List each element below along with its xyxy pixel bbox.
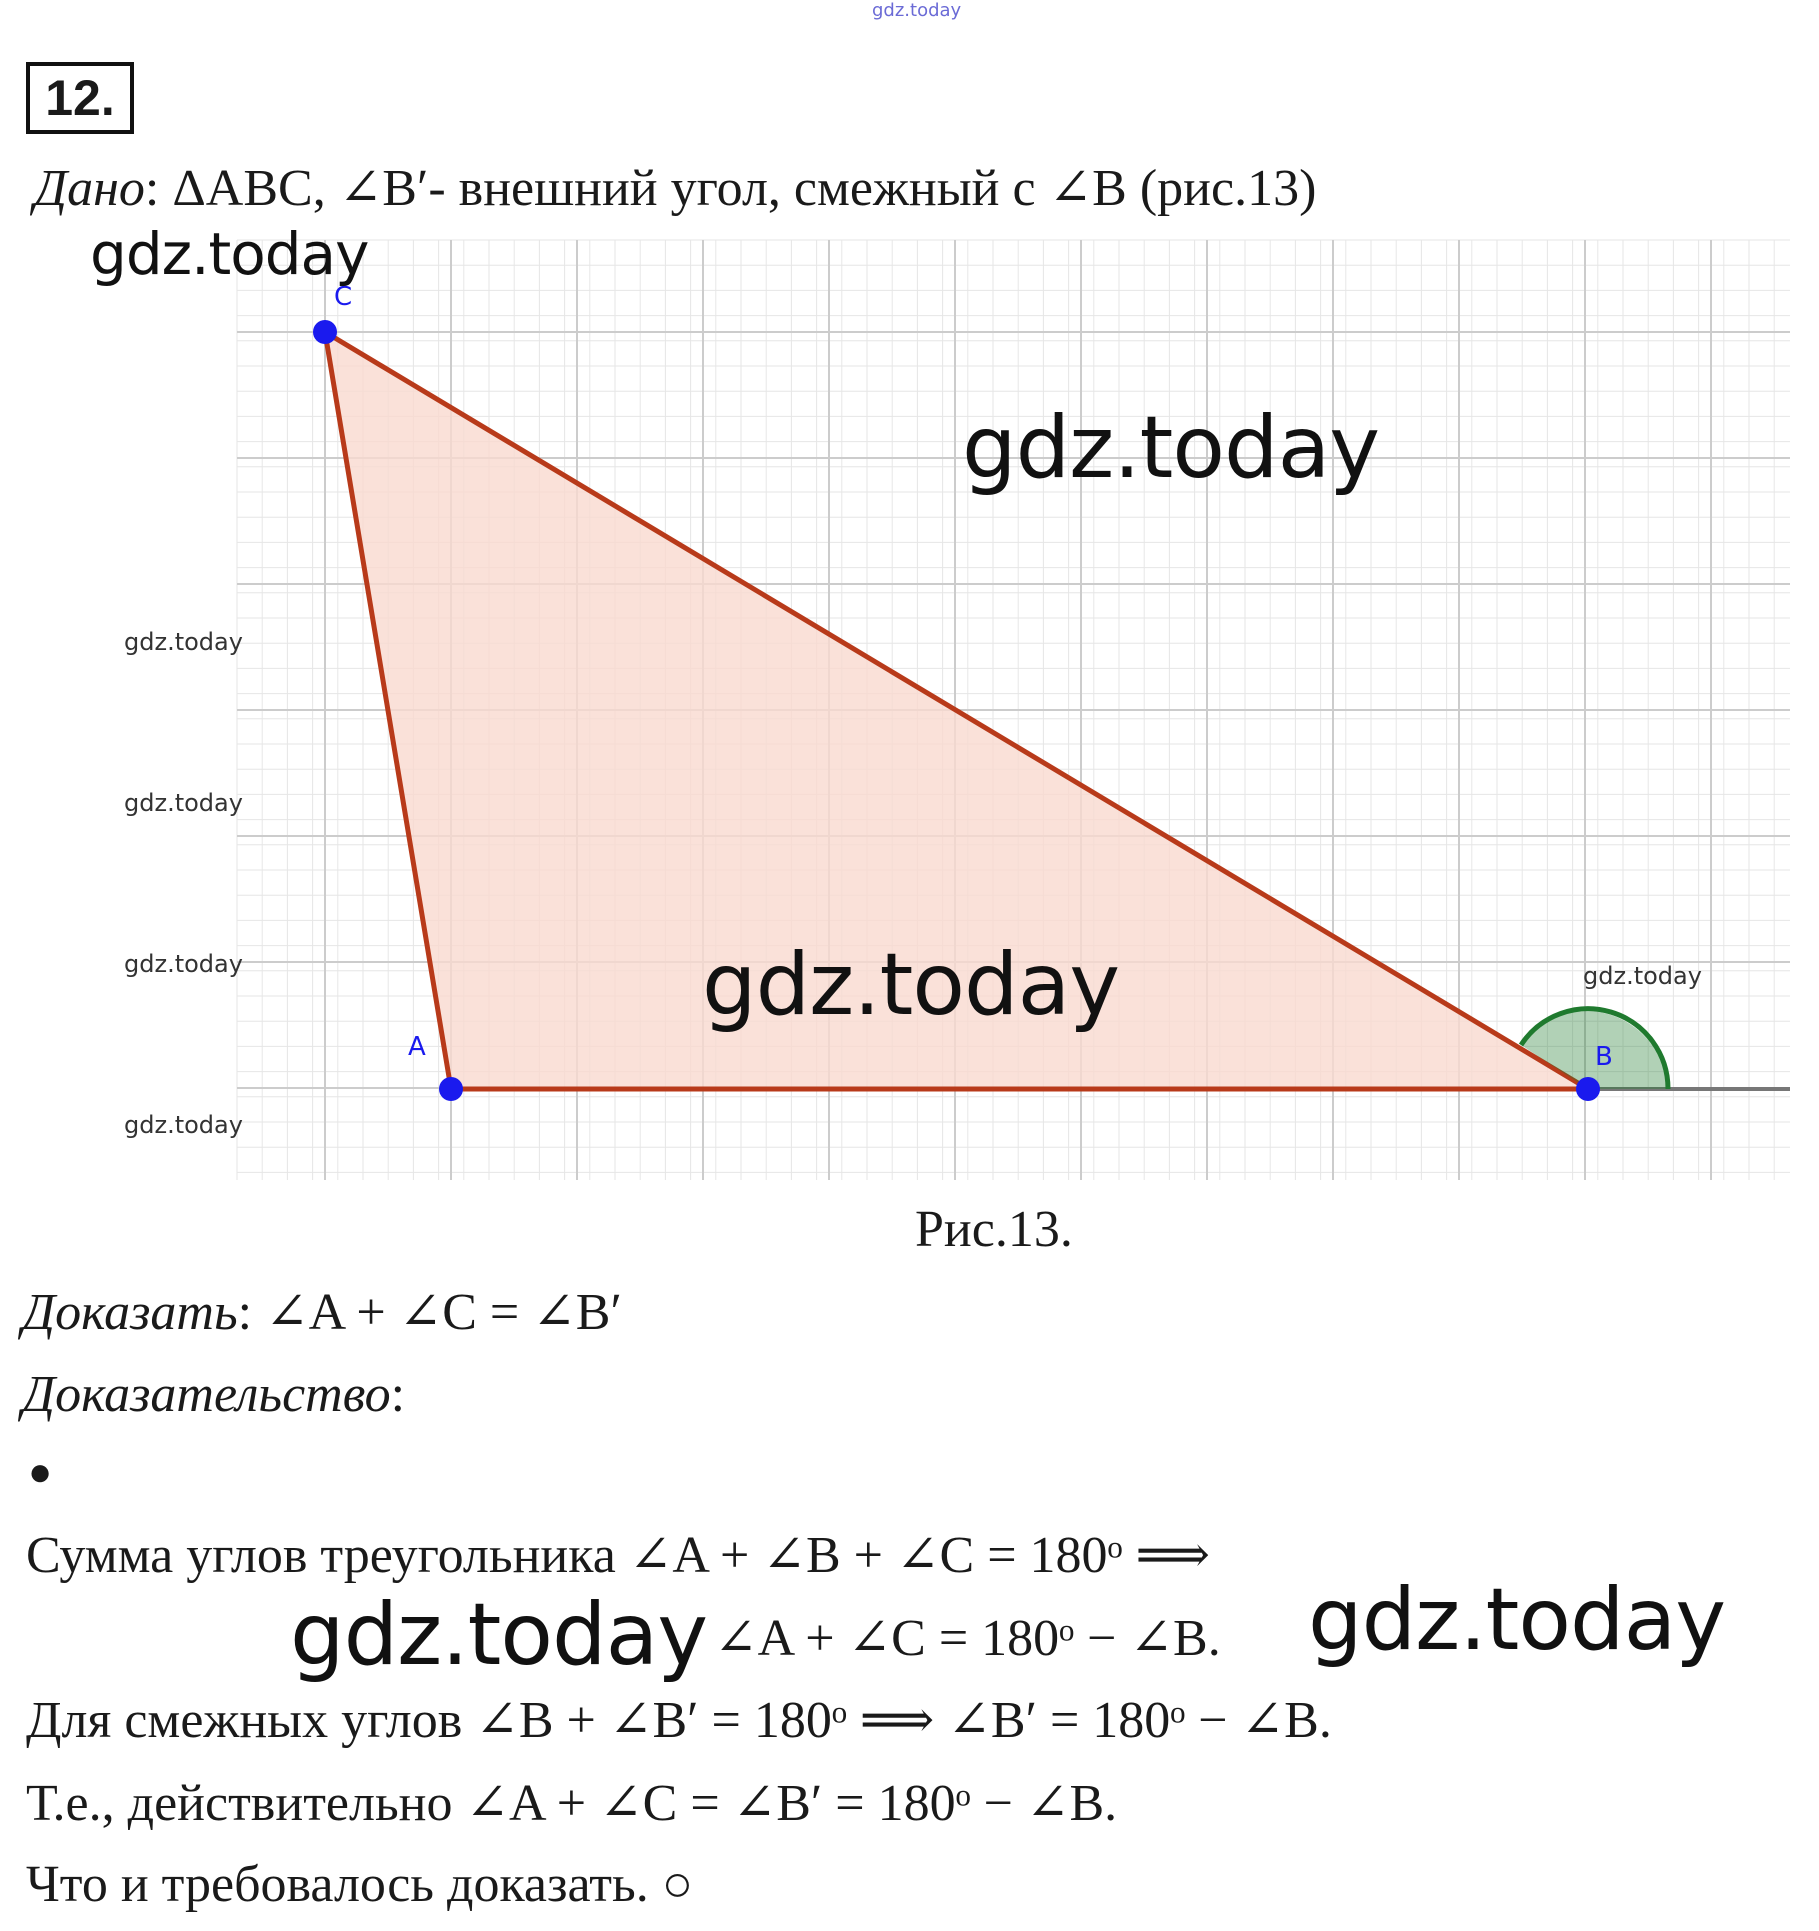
- given-text: : ΔABC, ∠B′- внешний угол, смежный с ∠B (рис.13): [144, 160, 1317, 217]
- watermark-near-b: gdz.today: [1583, 962, 1702, 990]
- vertex-b: [1576, 1077, 1600, 1101]
- proof-line-5: Что и требовалось доказать. ○: [26, 1856, 694, 1913]
- proof-heading: [22, 1365, 405, 1424]
- watermark-left-1: gdz.today: [124, 628, 243, 656]
- watermark-proof-left: gdz.today: [290, 1585, 708, 1685]
- watermark-left-2: gdz.today: [124, 789, 243, 817]
- proof-line-4: Т.е., действительно ∠A + ∠C = ∠B′ = 180ᵒ − ∠B.: [26, 1775, 1118, 1832]
- proof-line-3: Для смежных углов ∠B + ∠B′ = 180ᵒ ⟹ ∠B′ = 180ᵒ − ∠B.: [26, 1692, 1332, 1749]
- given-label: Дано: [34, 160, 145, 217]
- proof-colon: :: [390, 1366, 406, 1423]
- vertex-a: [439, 1077, 463, 1101]
- prove-label: Доказать: [22, 1284, 238, 1341]
- watermark-figure-upper: gdz.today: [962, 398, 1380, 498]
- watermark-proof-right: gdz.today: [1308, 1570, 1726, 1670]
- watermark-left-4: gdz.today: [124, 1111, 243, 1139]
- vertex-c: [313, 320, 337, 344]
- label-b: B: [1595, 1042, 1613, 1072]
- task-number: 12.: [26, 62, 134, 134]
- prove-text: : ∠A + ∠C = ∠B′: [237, 1284, 622, 1341]
- watermark-top-left: gdz.today: [90, 220, 369, 288]
- prove-line: [22, 1282, 622, 1342]
- proof-bullet: ●: [28, 1449, 53, 1494]
- proof-line-2: ∠A + ∠C = 180ᵒ − ∠B.: [714, 1610, 1221, 1667]
- proof-line-1: Сумма углов треугольника ∠A + ∠B + ∠C = 180ᵒ ⟹: [26, 1527, 1211, 1584]
- label-c: C: [334, 282, 353, 312]
- watermark-left-3: gdz.today: [124, 950, 243, 978]
- label-a: A: [408, 1032, 426, 1062]
- proof-label: Доказательство: [22, 1366, 391, 1423]
- figure-caption: Рис.13.: [915, 1201, 1073, 1258]
- watermark-figure-lower: gdz.today: [702, 935, 1120, 1035]
- header-watermark: gdz.today: [872, 0, 962, 21]
